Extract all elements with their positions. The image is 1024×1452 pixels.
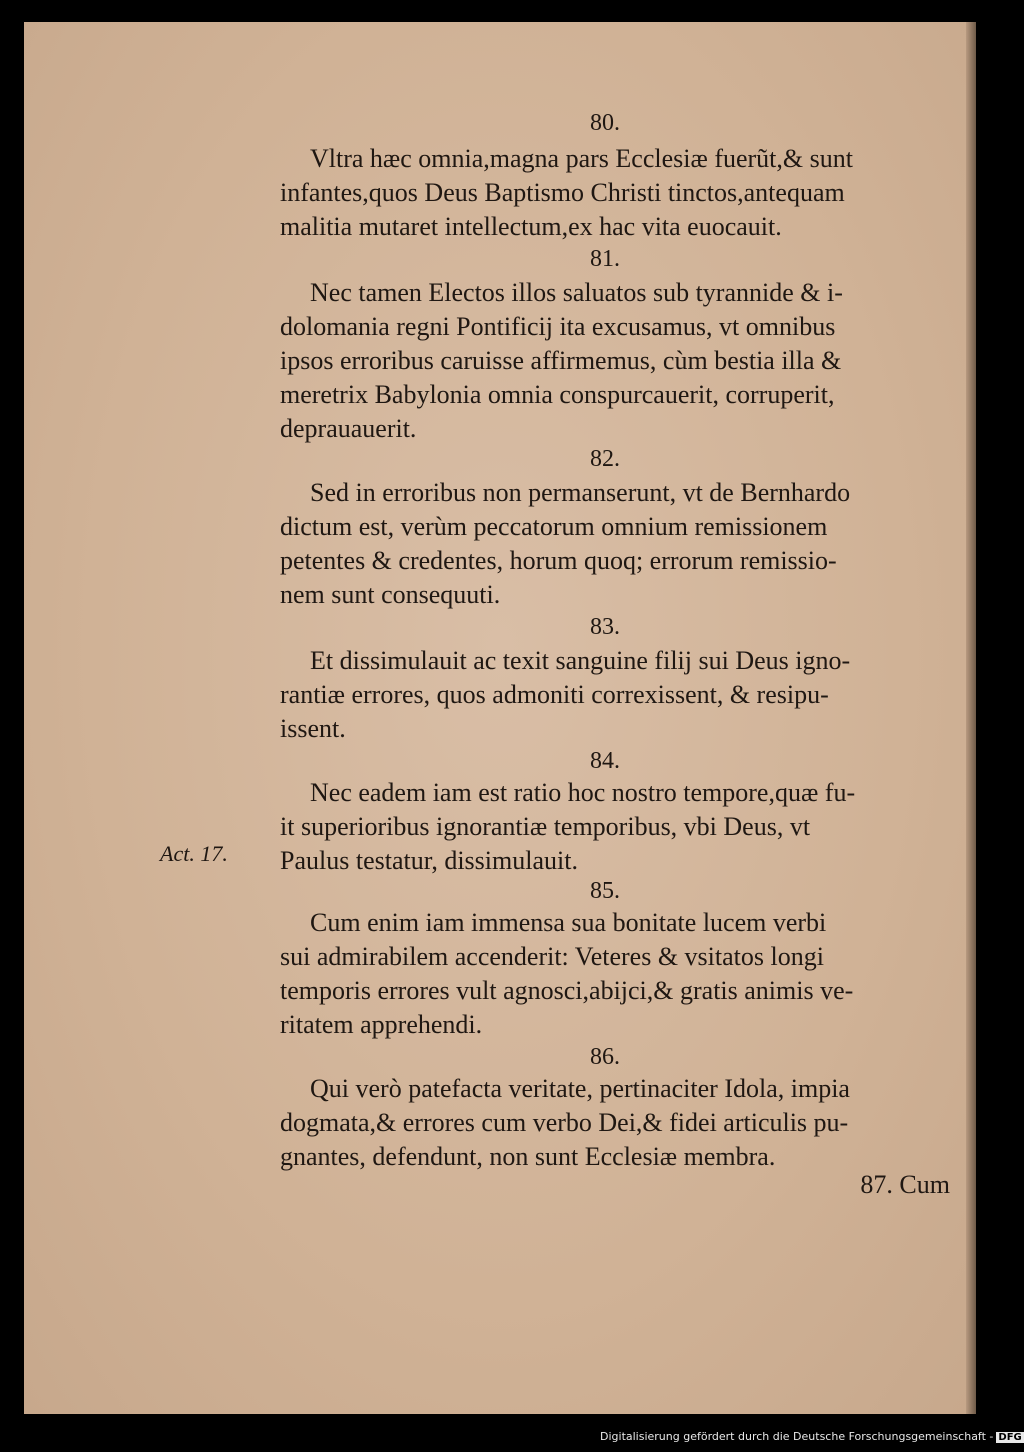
text-line: Et dissimulauit ac texit sanguine filij sui Deus igno- (310, 646, 851, 675)
text-line: ritatem apprehendi. (280, 1010, 483, 1039)
section-number: 85. (590, 878, 620, 904)
text-line: Qui verò patefacta veritate, pertinaciter Idola, impia (310, 1074, 850, 1103)
text-line: rantiæ errores, quos admoniti correxissent, & resipu- (280, 680, 829, 709)
text-line: gnantes, defendunt, non sunt Ecclesiæ membra. (280, 1142, 776, 1171)
text-line: Sed in erroribus non permanserunt, vt de Bernhardo (310, 478, 851, 507)
section-82-text (280, 476, 960, 612)
section-81-text (280, 276, 960, 446)
text-line: infantes,quos Deus Baptismo Christi tinctos,antequam (280, 178, 845, 207)
text-line: Nec tamen Electos illos saluatos sub tyrannide & i- (310, 278, 843, 307)
text-line: deprauauerit. (280, 414, 417, 443)
text-line: dictum est, verùm peccatorum omnium remissionem (280, 512, 828, 541)
footer-credit (600, 1430, 1022, 1446)
text-line: Cum enim iam immensa sua bonitate lucem verbi (310, 908, 827, 937)
margin-note: Act. 17. (160, 841, 228, 866)
section-number: 84. (590, 748, 620, 774)
section-83-text (280, 644, 960, 746)
section-80-text (280, 142, 960, 244)
text-line: Vltra hæc omnia,magna pars Ecclesiæ fuerũt,& sunt (310, 144, 853, 173)
text-line: Paulus testatur, dissimulauit. (280, 846, 578, 875)
page-number: 80. (590, 110, 620, 136)
text-line: dolomania regni Pontificij ita excusamus, vt omnibus (280, 312, 836, 341)
dfg-logo: DFG (998, 1432, 1022, 1443)
text-line: issent. (280, 714, 346, 743)
text-line: it superioribus ignorantiæ temporibus, vbi Deus, vt (280, 812, 811, 841)
text-line: temporis errores vult agnosci,abijci,& gratis animis ve- (280, 976, 854, 1005)
catchword: 87. Cum (860, 1170, 950, 1199)
text-line: meretrix Babylonia omnia conspurcauerit, corruperit, (280, 380, 835, 409)
text-line: malitia mutaret intellectum,ex hac vita euocauit. (280, 212, 782, 241)
section-84-text (280, 776, 960, 878)
text-line: ipsos erroribus caruisse affirmemus, cùm bestia illa & (280, 346, 842, 375)
text-line: dogmata,& errores cum verbo Dei,& fidei articulis pu- (280, 1108, 849, 1137)
section-number: 83. (590, 614, 620, 640)
text-line: nem sunt consequuti. (280, 580, 501, 609)
section-number: 86. (590, 1044, 620, 1070)
section-86-text (280, 1072, 960, 1174)
text-line: petentes & credentes, horum quoq; errorum remissio- (280, 546, 837, 575)
section-85-text (280, 906, 960, 1042)
section-number: 81. (590, 246, 620, 272)
page-edge (966, 22, 976, 1414)
footer-text: Digitalisierung gefördert durch die Deutsche Forschungsgemeinschaft - (600, 1430, 994, 1443)
section-number: 82. (590, 446, 620, 472)
text-line: sui admirabilem accenderit: Veteres & vsitatos longi (280, 942, 824, 971)
text-line: Nec eadem iam est ratio hoc nostro tempore,quæ fu- (310, 778, 856, 807)
